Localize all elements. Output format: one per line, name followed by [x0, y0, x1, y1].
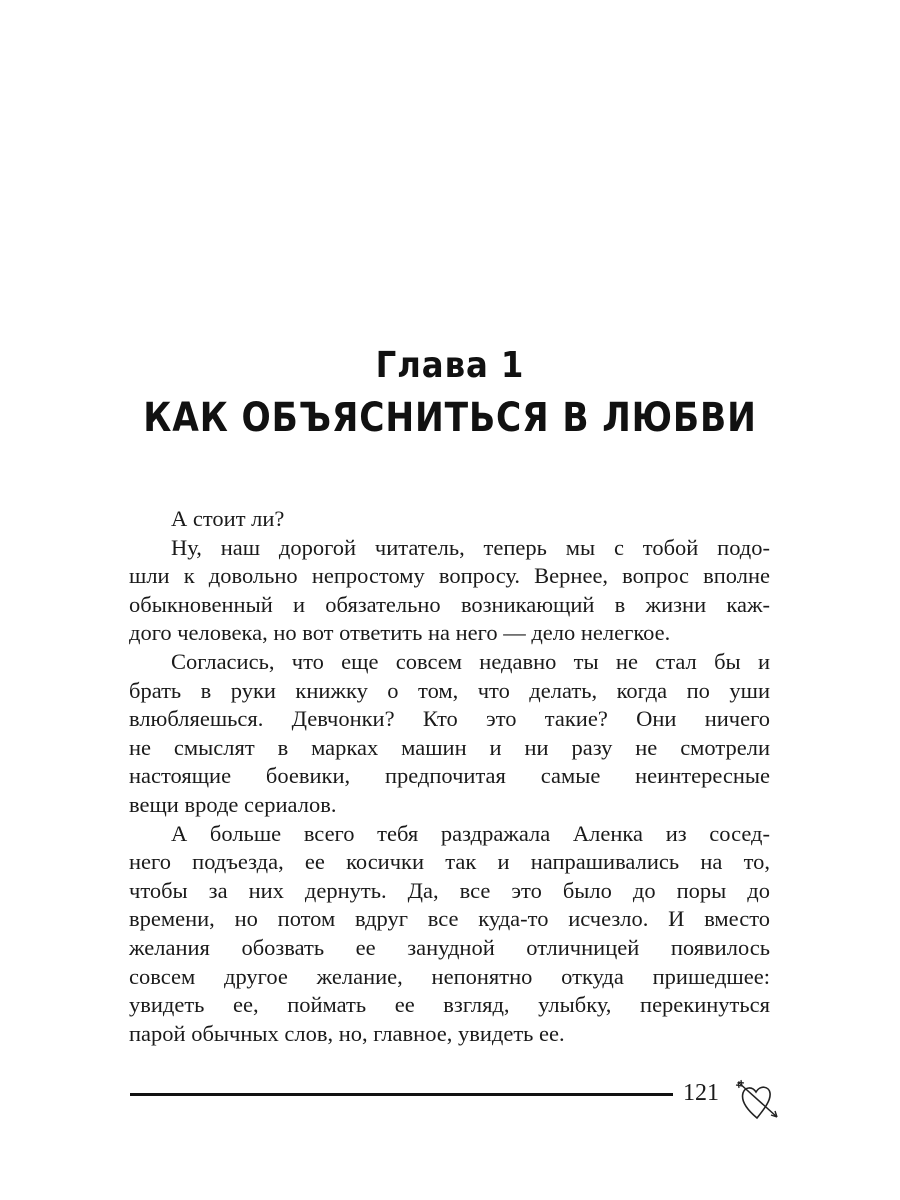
- text-line: А больше всего тебя раздражала Аленка из сосед-: [171, 820, 770, 846]
- heart-arrow-icon: [733, 1078, 781, 1120]
- text-line: А стоит ли?: [171, 506, 285, 531]
- text-line: увидеть ее, поймать ее взгляд, улыбку, перекинуться: [129, 992, 770, 1018]
- text-line: чтобы за них дернуть. Да, все это было до поры до: [129, 877, 770, 903]
- text-line: настоящие боевики, предпочитая самые неинтересные: [129, 763, 770, 789]
- body-text: [129, 505, 770, 1048]
- text-line: вещи вроде сериалов.: [129, 791, 337, 817]
- text-line: влюбляешься. Девчонки? Кто это такие? Они ничего: [129, 706, 770, 732]
- text-line: времени, но потом вдруг все куда-то исчезло. И вместо: [129, 906, 770, 932]
- text-line: Согласись, что еще совсем недавно ты не стал бы и: [171, 648, 770, 674]
- text-line: совсем другое желание, непонятно откуда пришедшее:: [129, 963, 770, 989]
- text-line: желания обозвать ее занудной отличницей появилось: [129, 934, 770, 960]
- text-line: брать в руки книжку о том, что делать, когда по уши: [129, 677, 770, 703]
- page-number: 121: [683, 1080, 719, 1106]
- footer-rule: [130, 1093, 673, 1096]
- text-line: парой обычных слов, но, главное, увидеть ее.: [129, 1020, 565, 1046]
- text-line: него подъезда, ее косички так и напрашивались на то,: [129, 849, 770, 875]
- text-line: не смыслят в марках машин и ни разу не смотрели: [129, 734, 770, 760]
- chapter-title: КАК ОБЪЯСНИТЬСЯ В ЛЮБВИ: [143, 395, 757, 441]
- text-line: Ну, наш дорогой читатель, теперь мы с тобой подо-: [171, 534, 770, 560]
- text-line: обыкновенный и обязательно возникающий в жизни каж-: [129, 591, 770, 617]
- text-line: дого человека, но вот ответить на него — дело нелегкое.: [129, 620, 671, 646]
- text-line: шли к довольно непростому вопросу. Вернее, вопрос вполне: [129, 563, 770, 589]
- chapter-number: Глава 1: [375, 345, 525, 386]
